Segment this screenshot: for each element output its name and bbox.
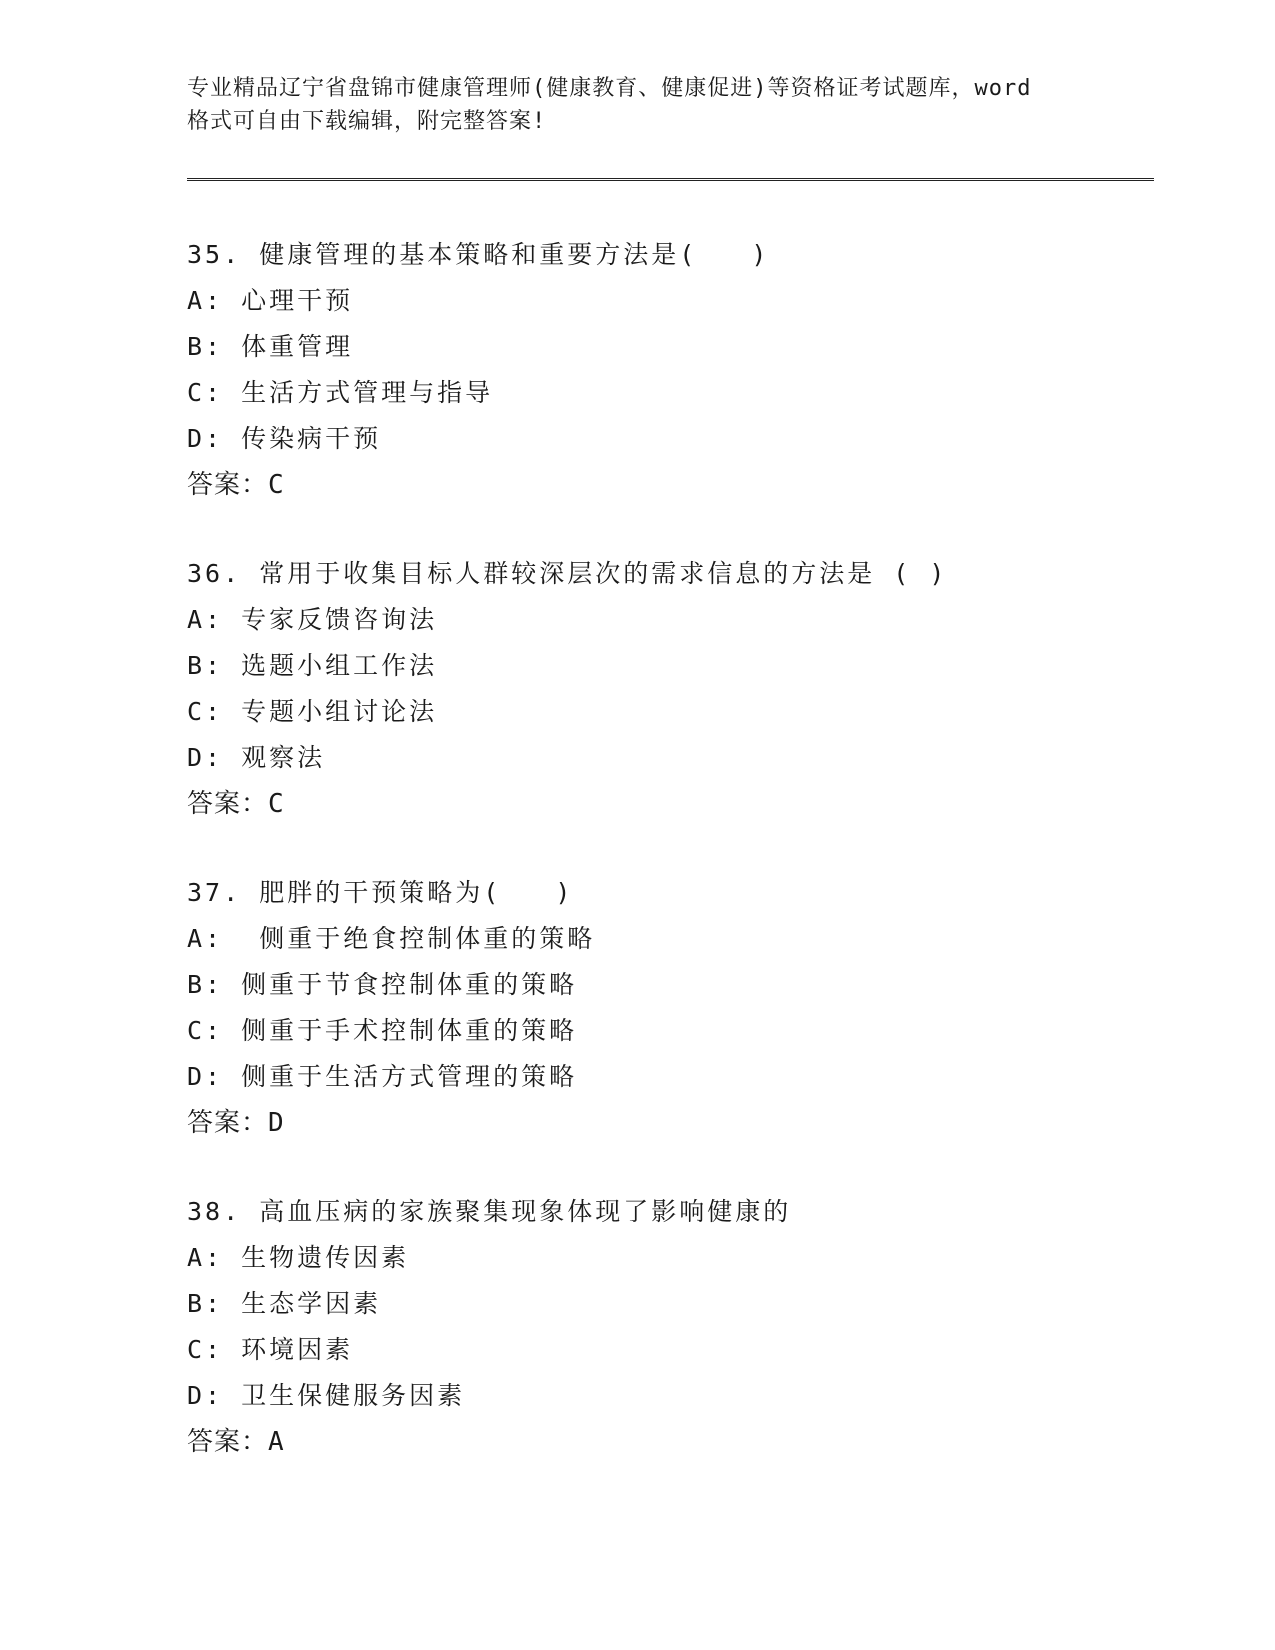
question-36 (187, 551, 1187, 827)
option-a: A: 生物遗传因素 (187, 1243, 410, 1272)
question-stem: 36. 常用于收集目标人群较深层次的需求信息的方法是 ( ) (187, 559, 948, 588)
option-b: B: 生态学因素 (187, 1289, 382, 1318)
option-a: A: 心理干预 (187, 286, 354, 315)
option-a: A: 专家反馈咨询法 (187, 605, 438, 634)
question-35 (187, 232, 1187, 508)
option-c: C: 侧重于手术控制体重的策略 (187, 1016, 578, 1045)
answer-line: 答案：D (187, 1108, 285, 1138)
question-stem: 37. 肥胖的干预策略为( ) (187, 878, 574, 907)
header-line-2: 格式可自由下载编辑，附完整答案! (187, 109, 547, 134)
option-b: B: 体重管理 (187, 332, 354, 361)
option-b: B: 侧重于节食控制体重的策略 (187, 970, 578, 999)
answer-line: 答案：C (187, 789, 285, 819)
option-b: B: 选题小组工作法 (187, 651, 438, 680)
option-a: A: 侧重于绝食控制体重的策略 (187, 924, 596, 953)
option-d: D: 卫生保健服务因素 (187, 1381, 466, 1410)
option-d: D: 侧重于生活方式管理的策略 (187, 1062, 578, 1091)
question-38 (187, 1189, 1187, 1465)
answer-line: 答案：C (187, 470, 285, 500)
question-37 (187, 870, 1187, 1146)
question-stem: 38. 高血压病的家族聚集现象体现了影响健康的 (187, 1197, 792, 1226)
option-c: C: 生活方式管理与指导 (187, 378, 494, 407)
option-d: D: 传染病干预 (187, 424, 382, 453)
header-line-1: 专业精品辽宁省盘锦市健康管理师(健康教育、健康促进)等资格证考试题库，word (187, 76, 1032, 101)
question-stem: 35. 健康管理的基本策略和重要方法是( ) (187, 240, 770, 269)
header-divider (187, 178, 1154, 181)
document-header (187, 72, 1087, 138)
option-c: C: 环境因素 (187, 1335, 354, 1364)
answer-line: 答案：A (187, 1427, 285, 1457)
option-c: C: 专题小组讨论法 (187, 697, 438, 726)
option-d: D: 观察法 (187, 743, 326, 772)
